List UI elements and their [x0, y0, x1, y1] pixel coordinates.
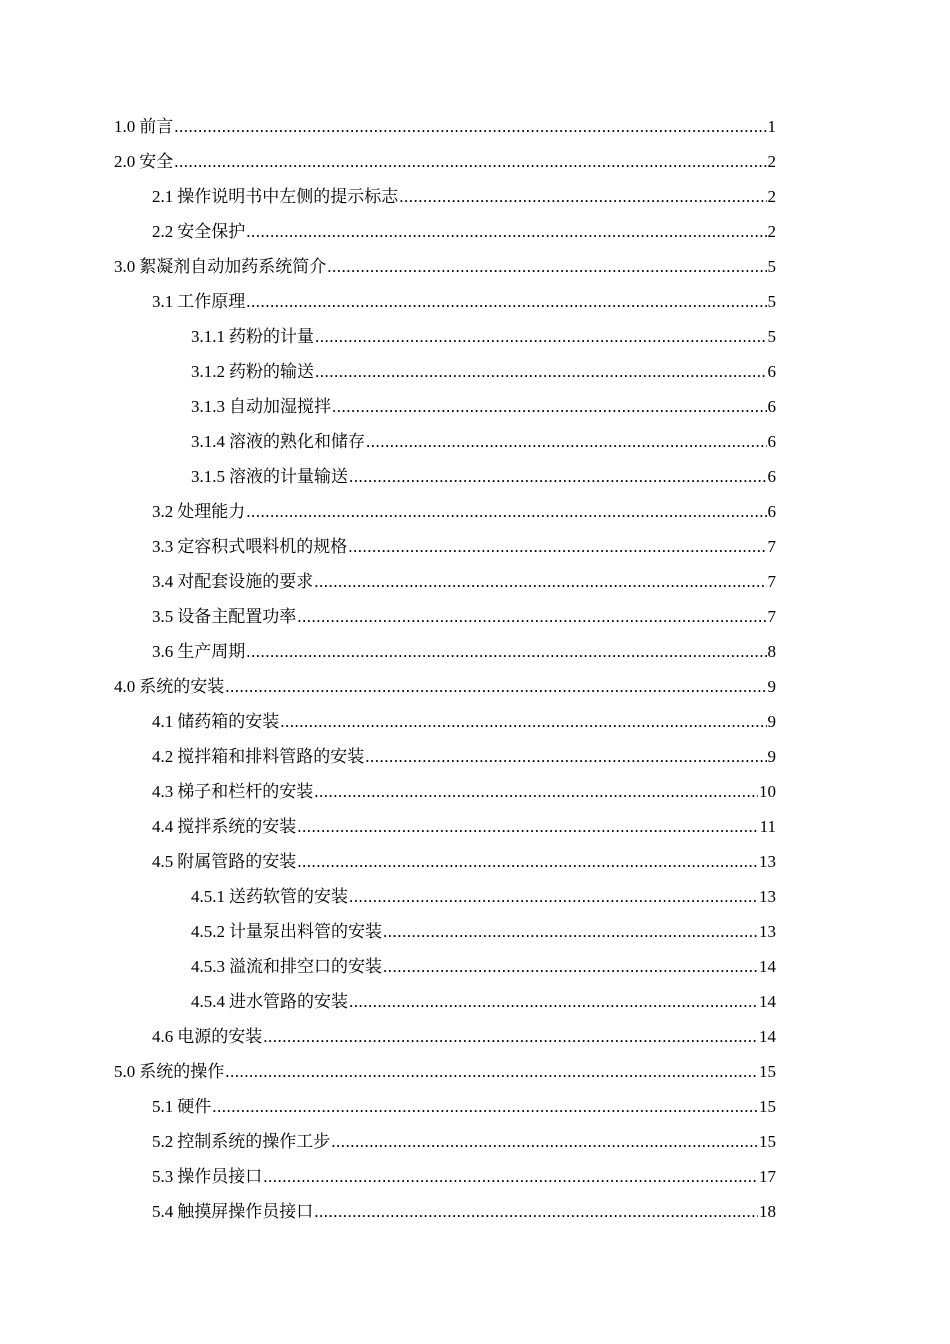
- dot-leader: [297, 844, 758, 879]
- toc-entry-title: 操作说明书中左侧的提示标志: [177, 187, 399, 206]
- toc-entry-page-number: 5: [767, 292, 776, 311]
- dot-leader: [246, 634, 766, 669]
- dot-leader: [297, 599, 766, 634]
- toc-entry[interactable]: [114, 914, 776, 949]
- toc-entry-title: 对配套设施的要求: [177, 572, 314, 591]
- toc-entry[interactable]: [114, 1089, 776, 1124]
- dot-leader: [314, 774, 758, 809]
- toc-entry-title: 储药箱的安装: [177, 712, 280, 731]
- dot-leader: [332, 389, 767, 424]
- toc-entry[interactable]: [114, 564, 776, 599]
- toc-entry-title: 絮凝剂自动加药系统简介: [139, 257, 327, 276]
- toc-entry-title: 工作原理: [177, 292, 246, 311]
- dot-leader: [212, 1089, 758, 1124]
- dot-leader: [315, 319, 767, 354]
- toc-entry-number: 4.0: [114, 677, 136, 696]
- toc-entry[interactable]: [114, 144, 776, 179]
- toc-entry-page-number: 13: [759, 852, 776, 871]
- toc-entry[interactable]: [114, 984, 776, 1019]
- toc-entry-title: 生产周期: [177, 642, 246, 661]
- toc-entry-number: 5.3: [152, 1167, 174, 1186]
- toc-entry[interactable]: [114, 389, 776, 424]
- dot-leader: [349, 879, 758, 914]
- toc-entry-title: 搅拌箱和排料管路的安装: [177, 747, 365, 766]
- dot-leader: [315, 354, 767, 389]
- toc-entry[interactable]: [114, 704, 776, 739]
- toc-entry[interactable]: [114, 844, 776, 879]
- dot-leader: [383, 949, 758, 984]
- toc-entry-number: 4.5: [152, 852, 174, 871]
- toc-entry-number: 4.1: [152, 712, 174, 731]
- toc-entry[interactable]: [114, 284, 776, 319]
- toc-entry-title: 前言: [139, 117, 174, 136]
- toc-entry[interactable]: [114, 179, 776, 214]
- toc-entry-page-number: 15: [759, 1132, 776, 1151]
- toc-entry-page-number: 10: [759, 782, 776, 801]
- toc-entry-title: 硬件: [177, 1097, 212, 1116]
- toc-entry[interactable]: [114, 249, 776, 284]
- toc-entry-page-number: 6: [767, 467, 776, 486]
- toc-entry-page-number: 6: [767, 502, 776, 521]
- dot-leader: [314, 564, 766, 599]
- toc-entry-page-number: 14: [759, 1027, 776, 1046]
- toc-entry[interactable]: [114, 1124, 776, 1159]
- toc-entry-number: 4.4: [152, 817, 174, 836]
- toc-entry-title: 系统的操作: [139, 1062, 225, 1081]
- toc-entry-title: 设备主配置功率: [177, 607, 297, 626]
- toc-entry-title: 进水管路的安装: [229, 992, 348, 1011]
- toc-entry-title: 附属管路的安装: [177, 852, 297, 871]
- toc-entry-number: 3.1.3: [191, 397, 225, 416]
- toc-entry-title: 梯子和栏杆的安装: [177, 782, 314, 801]
- toc-entry-page-number: 9: [767, 712, 776, 731]
- toc-entry[interactable]: [114, 879, 776, 914]
- toc-entry-page-number: 8: [767, 642, 776, 661]
- dot-leader: [263, 1159, 758, 1194]
- toc-entry-title: 安全: [139, 152, 174, 171]
- toc-entry-page-number: 17: [759, 1167, 776, 1186]
- toc-entry[interactable]: [114, 424, 776, 459]
- dot-leader: [348, 529, 766, 564]
- dot-leader: [246, 214, 766, 249]
- dot-leader: [366, 424, 767, 459]
- dot-leader: [349, 984, 758, 1019]
- toc-entry[interactable]: [114, 529, 776, 564]
- toc-entry-number: 4.5.4: [191, 992, 225, 1011]
- toc-entry-number: 1.0: [114, 117, 136, 136]
- dot-leader: [225, 1054, 758, 1089]
- toc-entry[interactable]: [114, 214, 776, 249]
- toc-entry-number: 3.1: [152, 292, 174, 311]
- toc-entry-number: 4.5.1: [191, 887, 225, 906]
- toc-entry-number: 5.1: [152, 1097, 174, 1116]
- toc-entry-page-number: 6: [767, 397, 776, 416]
- toc-entry-number: 4.3: [152, 782, 174, 801]
- toc-entry-title: 系统的安装: [139, 677, 225, 696]
- toc-entry-number: 5.0: [114, 1062, 136, 1081]
- toc-entry-page-number: 15: [759, 1062, 776, 1081]
- toc-entry-number: 5.4: [152, 1202, 174, 1221]
- dot-leader: [280, 704, 766, 739]
- toc-entry-title: 搅拌系统的安装: [177, 817, 297, 836]
- toc-entry-number: 3.0: [114, 257, 136, 276]
- toc-entry-page-number: 1: [767, 117, 776, 136]
- toc-entry[interactable]: [114, 634, 776, 669]
- toc-entry-page-number: 14: [759, 957, 776, 976]
- toc-entry-number: 3.5: [152, 607, 174, 626]
- dot-leader: [399, 179, 766, 214]
- toc-entry-title: 处理能力: [177, 502, 246, 521]
- toc-entry-title: 定容积式喂料机的规格: [177, 537, 348, 556]
- dot-leader: [246, 284, 766, 319]
- toc-entry-number: 2.0: [114, 152, 136, 171]
- toc-entry-title: 溶液的熟化和储存: [229, 432, 365, 451]
- toc-entry-title: 计量泵出料管的安装: [229, 922, 382, 941]
- toc-entry[interactable]: [114, 1054, 776, 1089]
- toc-entry-number: 5.2: [152, 1132, 174, 1151]
- toc-entry-number: 4.5.3: [191, 957, 225, 976]
- toc-entry-number: 4.5.2: [191, 922, 225, 941]
- toc-entry[interactable]: [114, 1159, 776, 1194]
- toc-entry-title: 触摸屏操作员接口: [177, 1202, 314, 1221]
- toc-entry-page-number: 9: [767, 677, 776, 696]
- toc-entry-page-number: 5: [767, 257, 776, 276]
- toc-entry-number: 3.1.5: [191, 467, 225, 486]
- toc-entry[interactable]: [114, 774, 776, 809]
- dot-leader: [365, 739, 766, 774]
- toc-entry-title: 药粉的计量: [229, 327, 314, 346]
- toc-entry-page-number: 13: [759, 922, 776, 941]
- dot-leader: [349, 459, 767, 494]
- toc-entry[interactable]: [114, 1194, 776, 1229]
- toc-entry-page-number: 11: [759, 817, 776, 836]
- toc-entry-page-number: 18: [759, 1202, 776, 1221]
- dot-leader: [331, 1124, 758, 1159]
- dot-leader: [297, 809, 758, 844]
- toc-entry-number: 2.1: [152, 187, 174, 206]
- toc-entry-number: 3.1.4: [191, 432, 225, 451]
- toc-entry-title: 溶液的计量输送: [229, 467, 348, 486]
- toc-entry[interactable]: [114, 809, 776, 844]
- toc-entry-page-number: 13: [759, 887, 776, 906]
- toc-entry-page-number: 2: [767, 222, 776, 241]
- toc-entry[interactable]: [114, 1019, 776, 1054]
- dot-leader: [225, 669, 766, 704]
- toc-entry-page-number: 15: [759, 1097, 776, 1116]
- toc-entry-number: 3.6: [152, 642, 174, 661]
- table-of-contents: [114, 109, 776, 1229]
- dot-leader: [314, 1194, 758, 1229]
- toc-entry[interactable]: [114, 354, 776, 389]
- toc-entry[interactable]: [114, 459, 776, 494]
- toc-entry-page-number: 7: [767, 572, 776, 591]
- toc-entry[interactable]: [114, 599, 776, 634]
- toc-entry-number: 4.2: [152, 747, 174, 766]
- toc-entry-number: 3.1.2: [191, 362, 225, 381]
- toc-entry-page-number: 14: [759, 992, 776, 1011]
- toc-entry-title: 控制系统的操作工步: [177, 1132, 331, 1151]
- toc-entry-page-number: 9: [767, 747, 776, 766]
- toc-entry-page-number: 2: [767, 187, 776, 206]
- toc-entry-page-number: 7: [767, 537, 776, 556]
- toc-entry[interactable]: [114, 494, 776, 529]
- toc-entry[interactable]: [114, 669, 776, 704]
- toc-entry-title: 溢流和排空口的安装: [229, 957, 382, 976]
- toc-entry-title: 药粉的输送: [229, 362, 314, 381]
- toc-entry-number: 3.4: [152, 572, 174, 591]
- toc-entry-title: 电源的安装: [177, 1027, 263, 1046]
- toc-entry-page-number: 7: [767, 607, 776, 626]
- dot-leader: [246, 494, 766, 529]
- toc-entry-page-number: 6: [767, 362, 776, 381]
- toc-entry-number: 3.1.1: [191, 327, 225, 346]
- toc-entry-number: 4.6: [152, 1027, 174, 1046]
- toc-entry-number: 3.3: [152, 537, 174, 556]
- toc-entry-title: 自动加湿搅拌: [229, 397, 331, 416]
- dot-leader: [174, 144, 766, 179]
- toc-entry-page-number: 6: [767, 432, 776, 451]
- dot-leader: [383, 914, 758, 949]
- toc-entry[interactable]: [114, 949, 776, 984]
- toc-entry[interactable]: [114, 109, 776, 144]
- dot-leader: [263, 1019, 758, 1054]
- toc-entry-page-number: 5: [767, 327, 776, 346]
- toc-entry[interactable]: [114, 319, 776, 354]
- toc-entry-title: 安全保护: [177, 222, 246, 241]
- toc-entry-number: 3.2: [152, 502, 174, 521]
- toc-entry-number: 2.2: [152, 222, 174, 241]
- dot-leader: [174, 109, 766, 144]
- toc-entry-title: 送药软管的安装: [229, 887, 348, 906]
- toc-entry-title: 操作员接口: [177, 1167, 263, 1186]
- toc-entry-page-number: 2: [767, 152, 776, 171]
- dot-leader: [327, 249, 766, 284]
- toc-entry[interactable]: [114, 739, 776, 774]
